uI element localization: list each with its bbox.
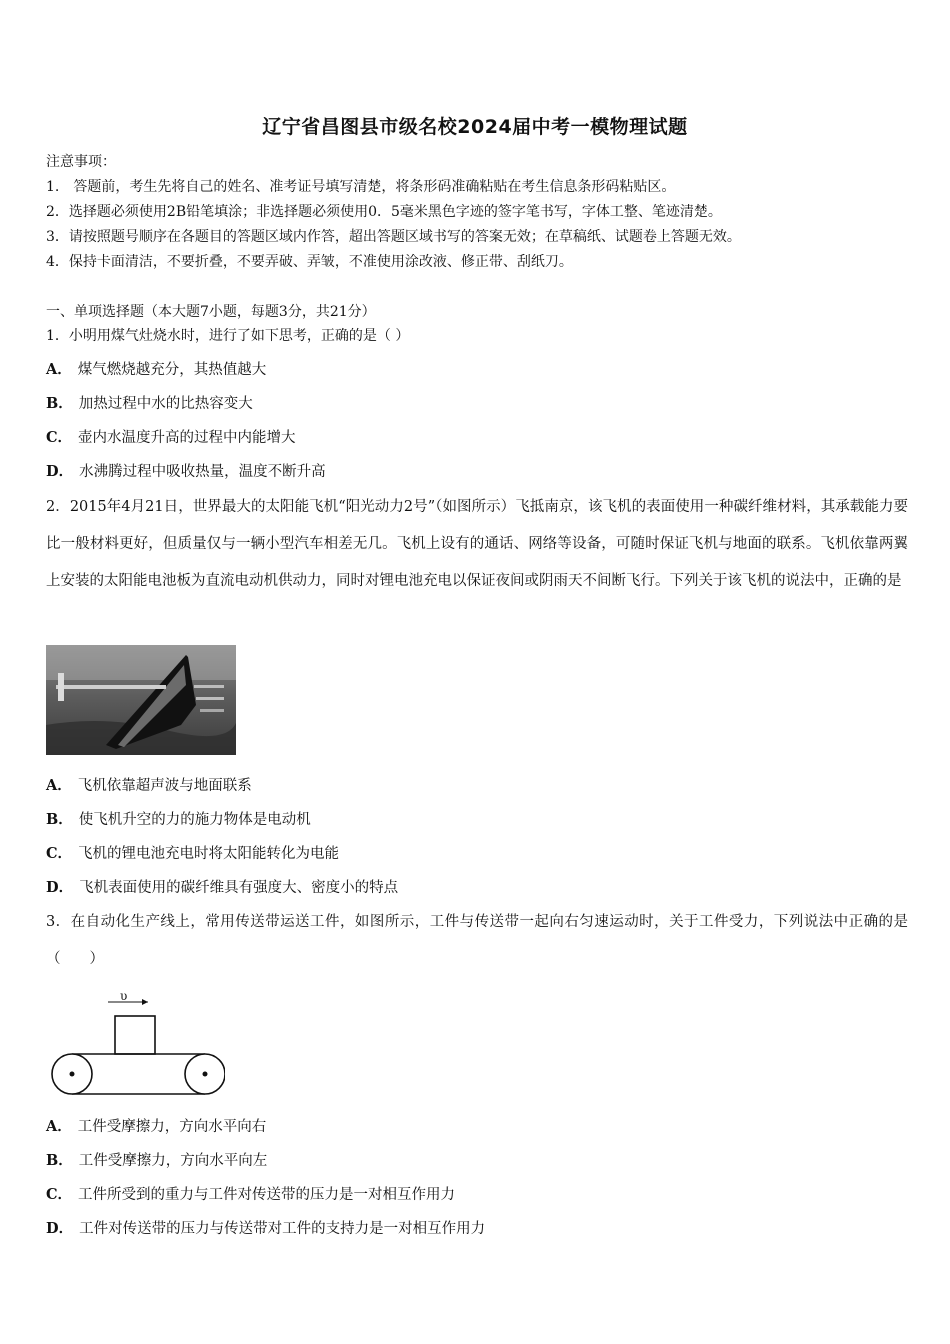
notice-item: 2．选择题必须使用2B铅笔填涂；非选择题必须使用0．5毫米黑色字迹的签字笔书写，字体工整、笔迹清楚。 [46, 204, 722, 220]
option-text: 工件所受到的重力与工件对传送带的压力是一对相互作用力 [78, 1187, 456, 1203]
option-label: D． [46, 1220, 74, 1237]
option-label: A． [46, 1118, 72, 1135]
option-label: D． [46, 463, 74, 480]
option-label: B． [46, 395, 73, 412]
left-pulley-axle [70, 1072, 75, 1077]
question-2-stem: 2．2015年4月21日，世界最大的太阳能飞机“阳光动力2号”（如图所示）飞抵南京，该飞机的表面使用一种碳纤维材料，其承载能力要比一般材料更好，但质量仅与一辆小型汽车相差无几。飞机上设有的通话、网络等设备，可随时保证飞机与地面的联系。飞机依靠两翼上安装的太阳能电池板为直流电动机供动力，同时对锂电池充电以保证夜间或阴雨天不间断飞行。下列关于该飞机的说法中，正确的是 [46, 499, 908, 589]
plane-engine-pod [196, 697, 224, 700]
option-label: C． [46, 429, 73, 446]
question-1-option-a [46, 360, 916, 380]
notice-heading: 注意事项： [46, 154, 116, 170]
option-text: 加热过程中水的比热容变大 [78, 396, 253, 412]
question-1-option-b [46, 394, 916, 414]
option-label: C． [46, 845, 73, 862]
question-3-stem: 3．在自动化生产线上，常用传送带运送工件，如图所示，工件与传送带一起向右匀速运动时，关于工件受力，下列说法中正确的是（ ） [46, 914, 908, 967]
option-text: 飞机依靠超声波与地面联系 [77, 778, 252, 794]
option-text: 水沸腾过程中吸收热量，温度不断升高 [79, 464, 326, 480]
question-1-option-d [46, 462, 916, 482]
question-2-option-c [46, 844, 916, 864]
option-label: B． [46, 811, 73, 828]
option-text: 工件对传送带的压力与传送带对工件的支持力是一对相互作用力 [79, 1221, 486, 1237]
notice-item: 3．请按照题号顺序在各题目的答题区域内作答，超出答题区域书写的答案无效；在草稿纸、试题卷上答题无效。 [46, 229, 741, 245]
velocity-label: υ [120, 989, 128, 1003]
page-title: 辽宁省昌图县市级名校2024届中考一模物理试题 [262, 116, 688, 138]
option-text: 使飞机升空的力的施力物体是电动机 [78, 812, 311, 828]
option-label: D． [46, 879, 74, 896]
arrow-head-icon [142, 999, 148, 1005]
option-text: 飞机表面使用的碳纤维具有强度大、密度小的特点 [79, 880, 399, 896]
question-3-option-b [46, 1151, 916, 1171]
option-label: A． [46, 361, 72, 378]
plane-tail-fin [58, 673, 64, 701]
option-label: B． [46, 1152, 73, 1169]
option-text: 壶内水温度升高的过程中内能增大 [78, 430, 296, 446]
option-label: A． [46, 777, 72, 794]
question-1-option-c [46, 428, 916, 448]
question-2-option-b [46, 810, 916, 830]
option-text: 工件受摩擦力，方向水平向右 [77, 1119, 267, 1135]
question-1-stem: 1．小明用煤气灶烧水时，进行了如下思考，正确的是（ ） [46, 328, 410, 344]
plane-tail-boom [56, 685, 166, 689]
conveyor-belt-diagram [50, 988, 225, 1100]
option-text: 煤气燃烧越充分，其热值越大 [77, 362, 267, 378]
question-2-option-d [46, 878, 916, 898]
question-2-option-a [46, 776, 916, 796]
option-text: 飞机的锂电池充电时将太阳能转化为电能 [78, 846, 340, 862]
option-text: 工件受摩擦力，方向水平向左 [78, 1153, 268, 1169]
question-3-option-c [46, 1185, 916, 1205]
solar-plane-photo [46, 645, 236, 755]
notice-item: 4．保持卡面清洁，不要折叠，不要弄破、弄皱，不准使用涂改液、修正带、刮纸刀。 [46, 254, 573, 270]
notice-item: 1. 答题前，考生先将自己的姓名、准考证号填写清楚，将条形码准确粘贴在考生信息条形码粘贴区。 [46, 179, 676, 195]
section-heading: 一、单项选择题（本大题7小题，每题3分，共21分） [46, 304, 376, 320]
option-label: C． [46, 1186, 73, 1203]
plane-engine-pod [200, 709, 224, 712]
right-pulley-axle [203, 1072, 208, 1077]
photo-sky [46, 645, 236, 680]
question-3-option-a [46, 1117, 916, 1137]
question-3-option-d [46, 1219, 916, 1239]
workpiece-block [115, 1016, 155, 1054]
plane-engine-pod [194, 685, 224, 688]
